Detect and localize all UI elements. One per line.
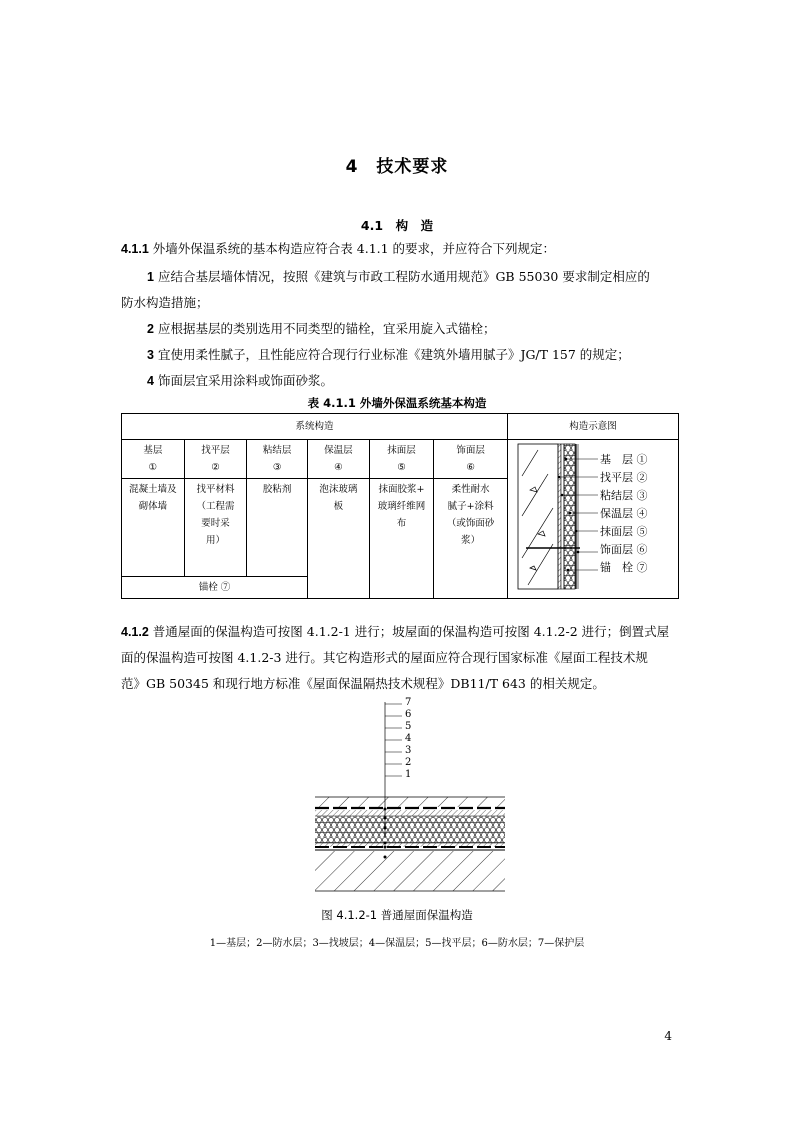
list-item	[147, 264, 687, 290]
column-name: 基层	[143, 445, 163, 456]
layer-number: 2	[405, 757, 412, 768]
column-header	[434, 440, 508, 479]
diagram-label: 抹面层 ⑤	[599, 525, 648, 538]
section-title: 4.1 构 造	[360, 218, 434, 233]
table-cell: 抹面胶浆+ 玻璃纤维网 布	[369, 479, 434, 599]
page-number: 4	[664, 1029, 672, 1043]
layer-number: 7	[405, 697, 412, 708]
anchor-row: 锚栓 ⑦	[122, 577, 308, 599]
clause-text-line: 范》GB 50345 和现行地方标准《屋面保温隔热技术规程》DB11/T 643 的相关规定。	[121, 676, 605, 691]
item-text: 饰面层宜采用涂料或饰面砂浆。	[157, 373, 333, 388]
table-cell: 找平材料 （工程需 要时采 用）	[184, 479, 247, 577]
table-header-system: 系统构造	[122, 414, 508, 440]
diagram-label: 保温层 ④	[599, 507, 648, 520]
column-name: 粘结层	[262, 445, 292, 456]
diagram-label: 粘结层 ③	[599, 489, 648, 502]
column-number: ②	[211, 462, 220, 473]
column-name: 找平层	[201, 445, 230, 456]
list-item	[147, 368, 333, 394]
table-header-diagram: 构造示意图	[507, 414, 678, 440]
chapter-title: 4 技术要求	[345, 157, 449, 177]
figure-legend: 1—基层；2—防水层；3—找坡层；4—保温层；5—找平层；6—防水层；7—保护层	[209, 938, 585, 949]
column-header	[247, 440, 308, 479]
item-text: 应根据基层的类别选用不同类型的锚栓，宜采用旋入式锚栓；	[157, 321, 496, 336]
column-name: 饰面层	[456, 445, 485, 456]
column-header	[369, 440, 434, 479]
clause-4-1-1	[121, 236, 681, 262]
item-number: 1	[147, 270, 154, 284]
table-cell: 胶粘剂	[247, 479, 308, 577]
clause-text: 外墙外保温系统的基本构造应符合表 4.1.1 的要求，并应符合下列规定：	[152, 241, 556, 256]
item-number: 3	[147, 348, 154, 362]
table-cell: 泡沫玻璃 板	[308, 479, 370, 599]
list-item-continuation: 防水构造措施；	[121, 295, 209, 310]
clause-text-line: 面的保温构造可按图 4.1.2-3 进行。其它构造形式的屋面应符合现行国家标准《屋面工程技术规	[121, 650, 648, 665]
column-number: ④	[334, 462, 343, 473]
column-number: ③	[272, 462, 282, 473]
column-name: 抹面层	[387, 445, 416, 456]
item-text: 宜使用柔性腻子，且性能应符合现行行业标准《建筑外墙用腻子》JG/T 157 的规定；	[157, 347, 630, 362]
diagram-label: 找平层 ②	[599, 471, 648, 484]
clause-text: 普通屋面的保温构造可按图 4.1.2-1 进行；坡屋面的保温构造可按图 4.1.2-2 进行；倒置式屋	[152, 624, 670, 639]
layer-number: 1	[405, 769, 412, 780]
diagram-label: 基 层 ①	[599, 453, 648, 466]
item-number: 2	[147, 322, 154, 336]
diagram-label: 锚 栓 ⑦	[599, 561, 648, 574]
column-header	[184, 440, 247, 479]
column-number: ①	[148, 462, 158, 473]
roof-section-figure	[310, 697, 510, 897]
layer-number: 6	[405, 709, 412, 720]
clause-number: 4.1.2	[121, 625, 149, 639]
structure-table	[121, 413, 679, 599]
clause-number: 4.1.1	[121, 242, 149, 256]
figure-caption: 图 4.1.2-1 普通屋面保温构造	[321, 908, 473, 922]
column-number: ⑥	[466, 462, 475, 473]
column-number: ⑤	[397, 462, 406, 473]
diagram-label: 饰面层 ⑥	[599, 543, 648, 556]
column-name: 保温层	[324, 445, 353, 456]
column-header	[122, 440, 185, 479]
diagram-legend	[600, 451, 648, 577]
table-cell: 混凝土墙及 砌体墙	[122, 479, 185, 577]
column-header	[308, 440, 370, 479]
table-cell: 柔性耐水 腻子+涂料 （或饰面砂 浆）	[434, 479, 508, 599]
item-text: 应结合基层墙体情况，按照《建筑与市政工程防水通用规范》GB 55030 要求制定相应的	[157, 269, 650, 284]
layer-number: 4	[405, 733, 412, 744]
clause-4-1-2	[121, 619, 681, 645]
item-number: 4	[147, 374, 154, 388]
table-caption: 表 4.1.1 外墙外保温系统基本构造	[307, 396, 487, 410]
layer-number: 5	[405, 721, 412, 732]
wall-section-diagram	[508, 440, 678, 595]
layer-number: 3	[405, 745, 412, 756]
layer-number-list	[405, 697, 411, 781]
list-item	[147, 342, 630, 368]
diagram-cell	[507, 440, 678, 599]
list-item	[147, 316, 495, 342]
